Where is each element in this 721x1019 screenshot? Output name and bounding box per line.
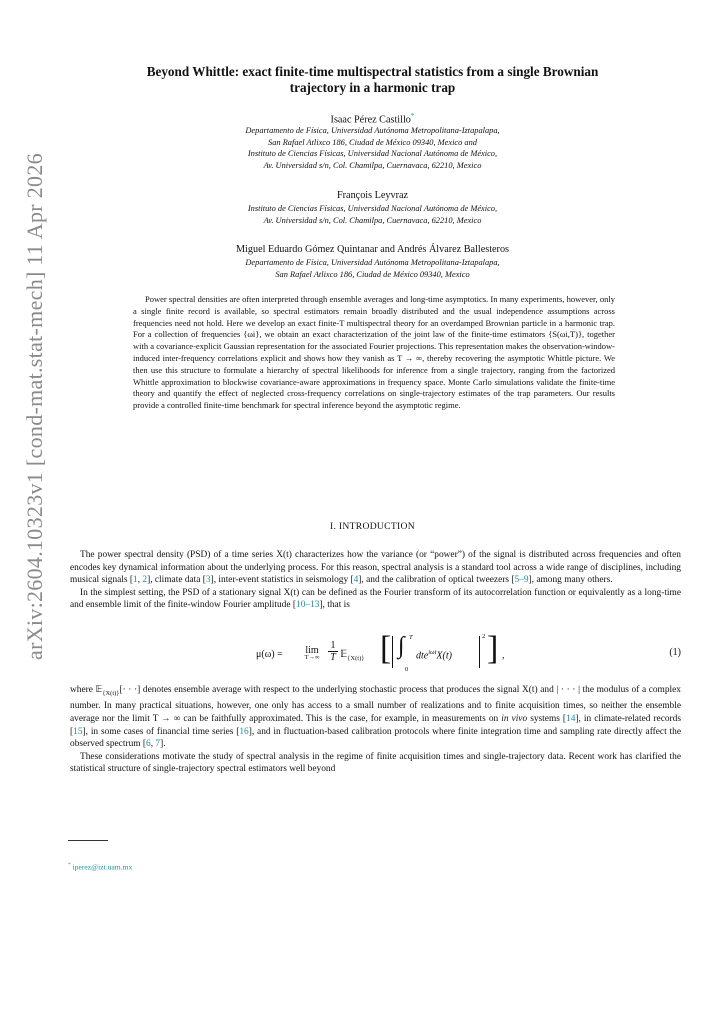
email-link[interactable]: iperez@izt.uam.mx <box>72 862 133 872</box>
citation-link[interactable]: 15 <box>73 726 83 737</box>
citation-link[interactable]: 1 <box>133 575 138 586</box>
footnote-rule <box>68 840 108 841</box>
citation-link[interactable]: 16 <box>239 726 249 737</box>
citation-link[interactable]: 10–13 <box>296 600 320 611</box>
citation-link[interactable]: 5–9 <box>514 575 529 586</box>
author-2: François Leyvraz <box>337 190 408 201</box>
citation-link[interactable]: 3 <box>205 575 211 586</box>
citation-link[interactable]: 14 <box>566 714 576 725</box>
citation-link[interactable]: 2 <box>142 575 148 586</box>
abstract: Power spectral densities are often interpreted through ensemble averages and long-time asymptotics. In many experiments, however, only a single finite record is available, so spectral estimators remain broadly distributed and the usual independence assumptions across frequencies need not hold. Here we develop an exact finite-T multispectral theory for an overdamped Brownian particle in a harmonic trap. For a collection of frequencies {ωi}, we obtain an exact characterization of the joint law of the finite-time estimators {S(ωi,T)}, together with a covariance-explicit Gaussian representation for the associated Fourier projections. This representation makes the observation-window-induced inter-frequency correlations explicit and shows how they vanish as T → ∞, thereby recovering the asymptotic Whittle picture. We then use this structure to formulate a hierarchy of spectral likelihoods for inference from a single trajectory, ranging from the factorized Whittle approximation to blockwise covariance-aware approximations in frequency space. Monte Carlo simulations validate the finite-time theory and quantify the effect of neglected cross-frequency correlations on single-trajectory estimates of the trap parameters. Our results provide a controlled finite-time benchmark for spectral inference beyond the asymptotic regime. <box>133 294 615 411</box>
author-1-affiliation: Departamento de Física, Universidad Autónoma Metropolitana-Iztapalapa, San Rafael Atlixco 186, Ciudad de México 09340, Mexico and Instituto de Ciencias Físicas, Universidad Nacional Autónoma de México, Av. Universidad s/n, Col. Chamilpa, Cuernavaca, 62210, Mexico <box>245 126 500 170</box>
author-1: Isaac Pérez Castillo* <box>330 112 415 126</box>
arxiv-identifier: arXiv:2604.10323v1 [cond-mat.stat-mech] 11 Apr 2026 <box>22 153 47 660</box>
citation-link[interactable]: 6 <box>146 739 151 750</box>
equation-number: (1) <box>669 647 681 658</box>
citation-link[interactable]: 7 <box>155 739 161 750</box>
footnote-marker[interactable]: * <box>410 112 415 120</box>
intro-paragraph-1: The power spectral density (PSD) of a time series X(t) characterizes how the variance (or “power”) of the signal is distributed across frequencies and often encodes key dynamical information about the underlying process. For this reason, spectral analysis is a standard tool across a wide range of disciplines, including musical signals [1, 2], climate data [3], inter-event statistics in seismology [4], and the calibration of optical tweezers [5–9], among many others. In the simplest setting, the PSD of a stationary signal X(t) can be defined as the Fourier transform of its autocorrelation function or equivalently as a long-time and ensemble limit of the finite-window Fourier amplitude [10–13], that is <box>70 550 681 611</box>
intro-paragraph-2: where 𝔼$_{\{X(t)\}}$[· · ·] denotes ensemble average with respect to the underlying stochastic process that produces the signal X(t) and | · · · | the modulus of a complex number. In many practical situations, however, one only has access to a small number of realizations and to finite acquisition times, so neither the ensemble average nor the limit T → ∞ can be faithfully approximated. This is the case, for example, in measurements on in vivo systems [14], in climate-related records [15], in some cases of financial time series [16], and in fluctuation-based calibration protocols where finite integration time and sampling rate directly affect the observed spectrum [6, 7]. These considerations motivate the study of spectral analysis in the regime of finite acquisition times and single-trajectory data. Recent work has clarified the statistical structure of single-trajectory spectral estimators well beyond <box>70 685 682 775</box>
equation-1: μ(ω) = lim T→∞ 1 T 𝔼$_{\{X(t)\}}$ [ ∫ T 0 dte$^{i\omega t}$X(t) 2 ] , (1) <box>256 630 681 673</box>
author-3: Miguel Eduardo Gómez Quintanar and Andrés Álvarez Ballesteros <box>236 244 509 255</box>
author-3-affiliation: Departamento de Física, Universidad Autónoma Metropolitana-Iztapalapa, San Rafael Atlixco 186, Ciudad de México 09340, Mexico <box>245 258 500 279</box>
paper-title: Beyond Whittle: exact finite-time multispectral statistics from a single Brownian trajectory in a harmonic trap <box>146 64 599 95</box>
section-heading: I. INTRODUCTION <box>330 521 415 532</box>
author-2-affiliation: Instituto de Ciencias Físicas, Universidad Nacional Autónoma de México, Av. Universidad s/n, Col. Chamilpa, Cuernavaca, 62210, Mexico <box>247 204 498 225</box>
citation-link[interactable]: 4 <box>353 575 359 586</box>
footnote: * iperez@izt.uam.mx <box>68 862 133 872</box>
